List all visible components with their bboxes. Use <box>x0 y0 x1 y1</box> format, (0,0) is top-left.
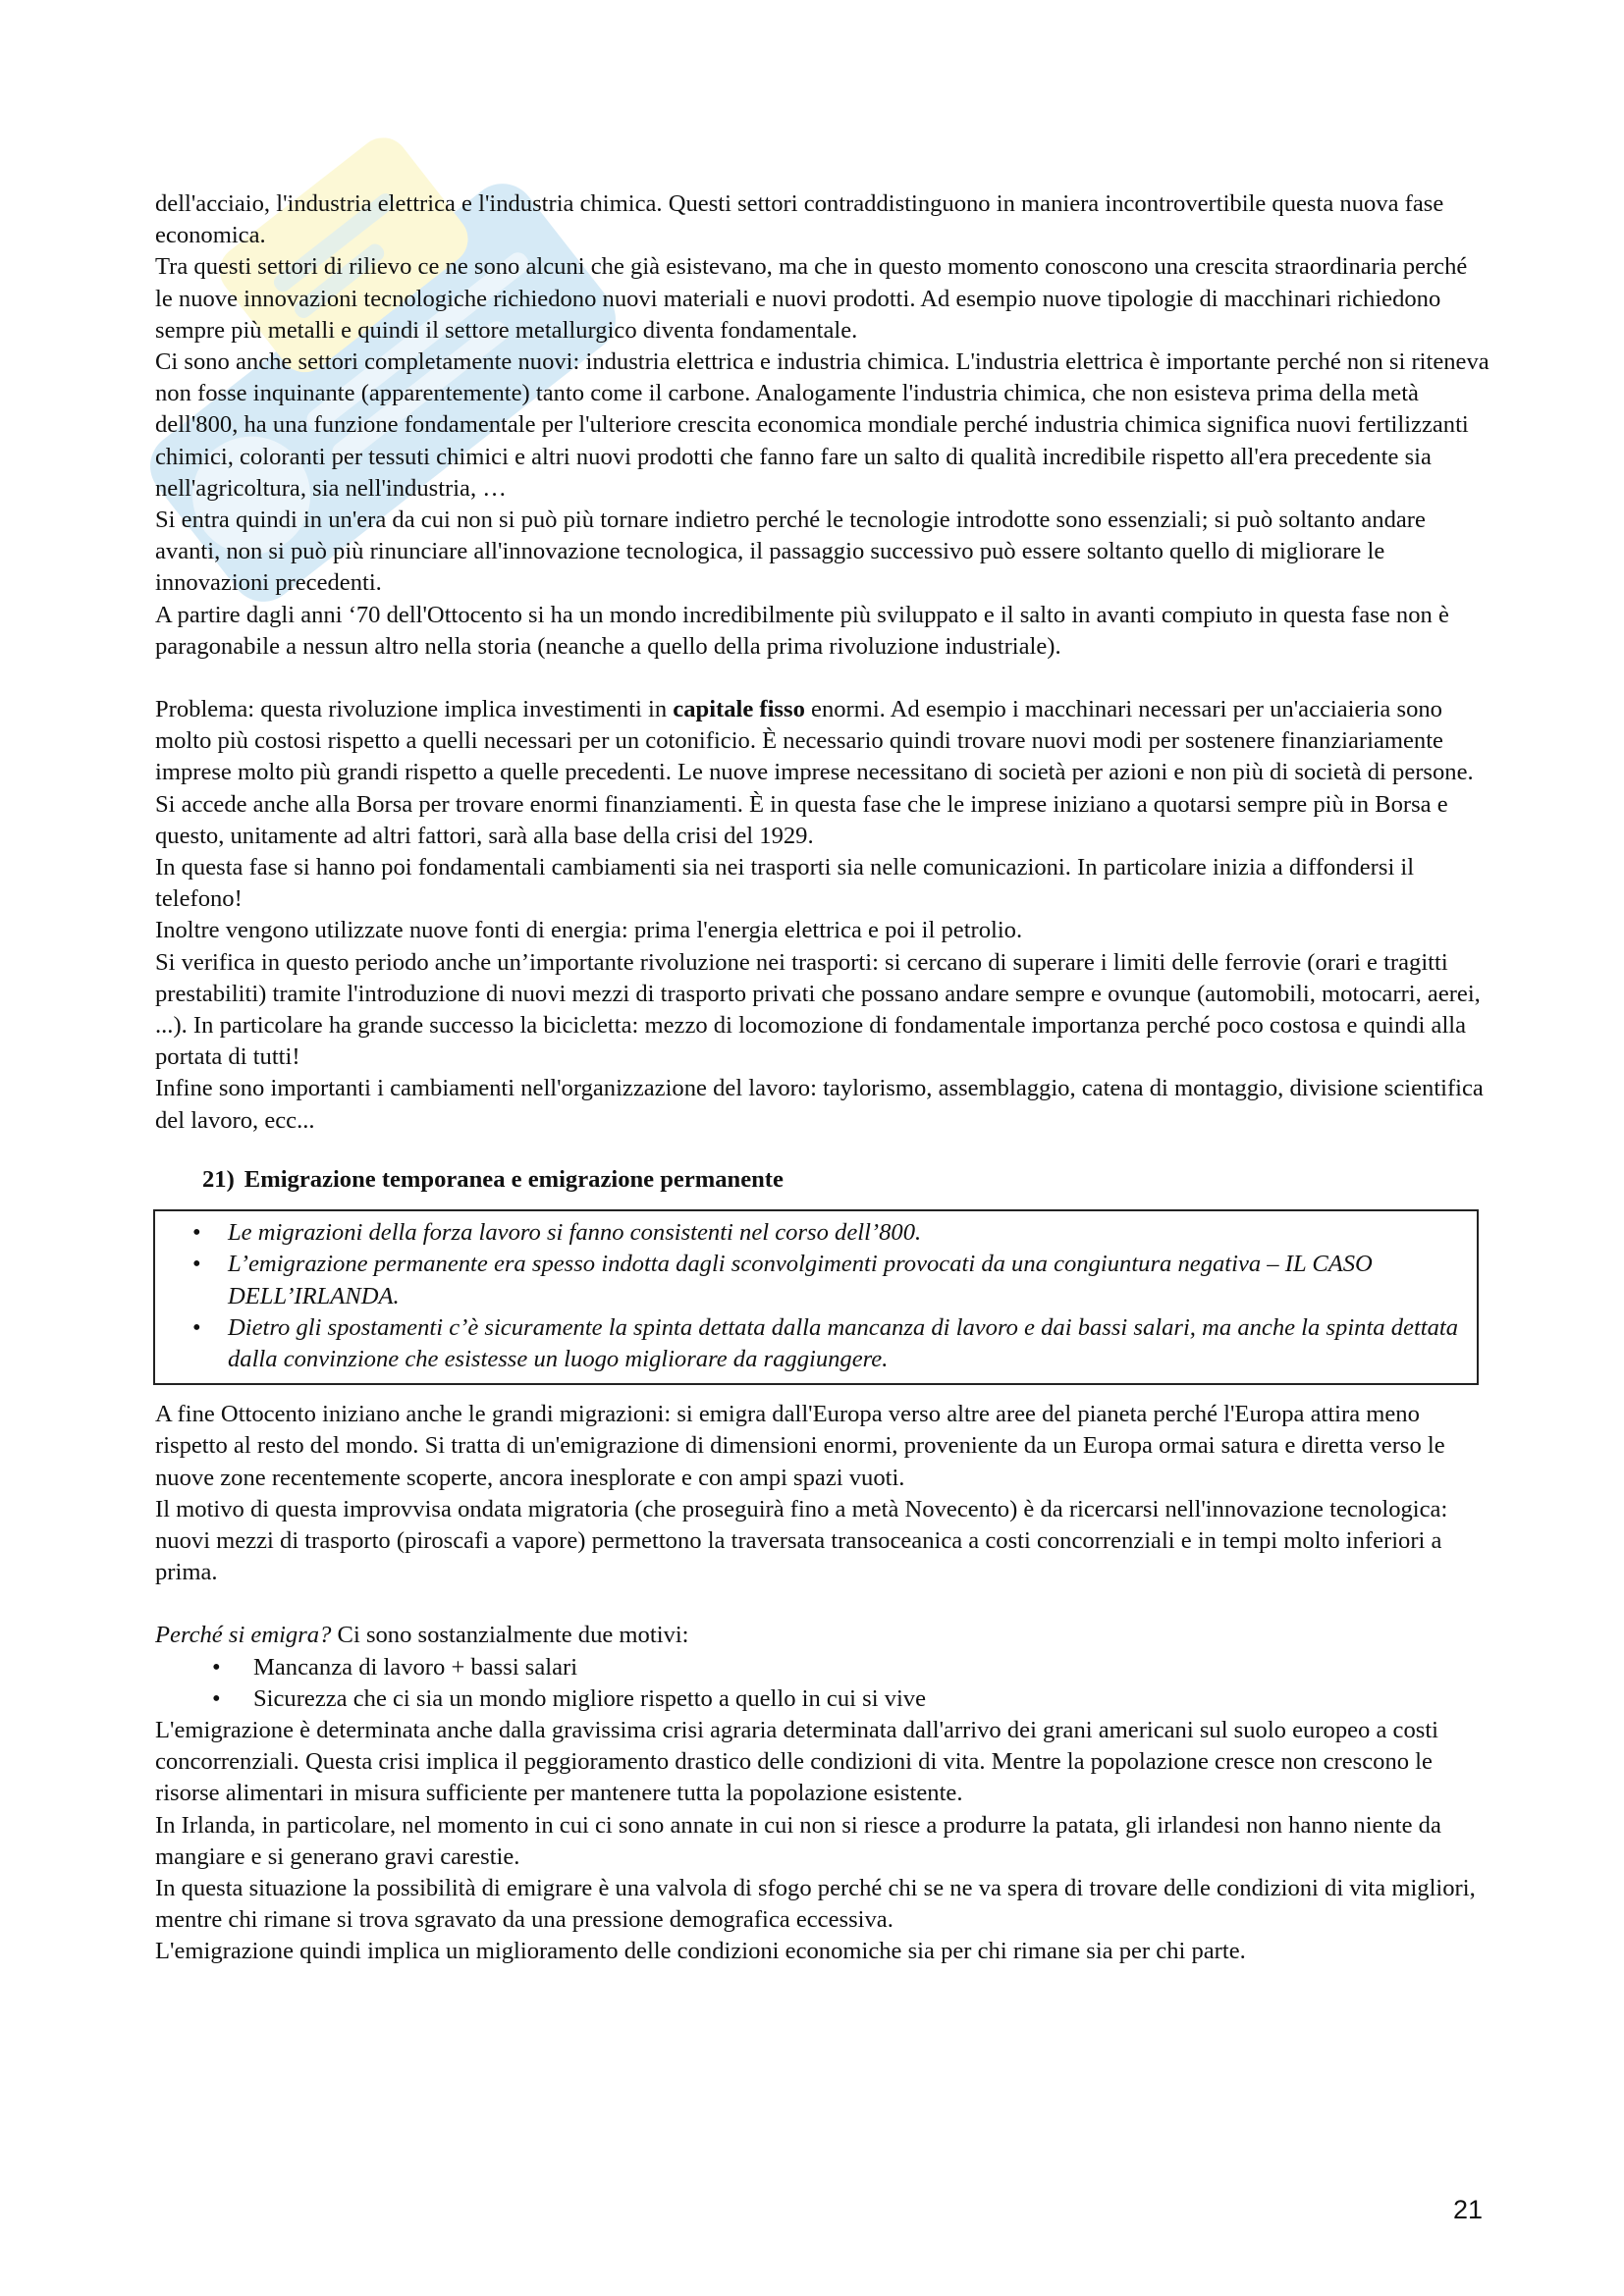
paragraph: A partire dagli anni ‘70 dell'Ottocento si ha un mondo incredibilmente più sviluppato e il salto in avanti compiuto in questa fase non è paragonabile a nessun altro nella storia (neanche a quello della prima rivoluzione industriale). <box>155 601 1449 660</box>
reason-item <box>155 1683 1490 1715</box>
problem-text-end: enormi. Ad esempio i macchinari necessari per un'acciaieria sono molto più costosi rispetto a quelli necessari per un cotonificio. È necessario quindi trovare nuovi modi per sostenere finanziariamente imprese molto più grandi rispetto a quelle precedenti. Le nuove imprese necessitano di società per azioni e non più di società di persone. <box>155 696 1474 786</box>
bullet-icon: • <box>212 1653 221 1681</box>
paragraph: dell'acciaio, l'industria elettrica e l'industria chimica. Questi settori contraddistinguono in maniera incontrovertibile questa nuova fase economica. <box>155 190 1444 249</box>
bullet-icon: • <box>192 1313 201 1341</box>
problem-text-start: Problema: questa rivoluzione implica investimenti in <box>155 696 674 723</box>
paragraph: In Irlanda, in particolare, nel momento in cui ci sono annate in cui non si riesce a produrre la patata, gli irlandesi non hanno niente da mangiare e si generano gravi carestie. <box>155 1811 1441 1870</box>
document-body <box>155 188 1490 1968</box>
spacer <box>155 663 1490 694</box>
paragraph: Infine sono importanti i cambiamenti nell'organizzazione del lavoro: taylorismo, assemblaggio, catena di montaggio, divisione scientifica del lavoro, ecc... <box>155 1075 1484 1134</box>
paragraph: In questa situazione la possibilità di emigrare è una valvola di sfogo perché chi se ne va spera di trovare delle condizioni di vita migliori, mentre chi rimane si trova sgravato da una pressione demografica eccessiva. <box>155 1874 1476 1934</box>
problem-paragraph <box>155 694 1490 789</box>
paragraph: L'emigrazione è determinata anche dalla gravissima crisi agraria determinata dall'arrivo dei grani americani sul suolo europeo a costi concorrenziali. Questa crisi implica il peggioramento drastico delle condizioni di vita. Mentre la popolazione cresce non crescono le risorse alimentari in misura sufficiente per mantenere tutta la popolazione esistente. <box>155 1716 1438 1807</box>
summary-item-text: L’emigrazione permanente era spesso indotta dagli sconvolgimenti provocati da una congiuntura negativa – IL CASO DELL’IRLANDA. <box>228 1251 1373 1309</box>
why-question: Perché si emigra? <box>155 1622 332 1649</box>
summary-item <box>171 1217 1461 1249</box>
reason-item <box>155 1652 1490 1683</box>
reasons-list <box>155 1652 1490 1715</box>
section-title: Emigrazione temporanea e emigrazione permanente <box>244 1165 784 1193</box>
reason-text: Sicurezza che ci sia un mondo migliore rispetto a quello in cui si vive <box>253 1684 927 1712</box>
summary-item-text: Dietro gli spostamenti c’è sicuramente la spinta dettata dalla mancanza di lavoro e dai bassi salari, ma anche la spinta dettata dalla convinzione che esistesse un luogo migliorare da raggiungere. <box>228 1313 1459 1372</box>
paragraph: Si entra quindi in un'era da cui non si può più tornare indietro perché le tecnologie introdotte sono essenziali; si può soltanto andare avanti, non si può più rinunciare all'innovazione tecnologica, il passaggio successivo può essere soltanto quello di migliorare le innovazioni precedenti. <box>155 507 1426 597</box>
spacer <box>155 1588 1490 1620</box>
summary-item <box>171 1312 1461 1375</box>
paragraph: Il motivo di questa improvvisa ondata migratoria (che proseguirà fino a metà Novecento) è da ricercarsi nell'innovazione tecnologica: nuovi mezzi di trasporto (piroscafi a vapore) permettono la traversata transoceanica a costi concorrenziali e in tempi molto inferiori a prima. <box>155 1495 1448 1586</box>
paragraph: L'emigrazione quindi implica un miglioramento delle condizioni economiche sia per chi rimane sia per chi parte. <box>155 1938 1246 1965</box>
paragraph: Inoltre vengono utilizzate nuove fonti di energia: prima l'energia elettrica e poi il petrolio. <box>155 917 1023 944</box>
paragraph: Ci sono anche settori completamente nuovi: industria elettrica e industria chimica. L'industria elettrica è importante perché non si riteneva non fosse inquinante (apparentemente) tanto come il carbone. Analogamente l'industria chimica, che non esisteva prima della metà dell'800, ha una funzione fondamentale per l'ulteriore crescita economica mondiale perché industria chimica significa nuovi fertilizzanti chimici, coloranti per tessuti chimici e altri nuovi prodotti che fanno fare un salto di qualità incredibile rispetto all'era precedente sia nell'agricoltura, sia nell'industria, … <box>155 348 1489 502</box>
bullet-icon: • <box>192 1219 201 1247</box>
reason-text: Mancanza di lavoro + bassi salari <box>253 1653 578 1681</box>
paragraph: Si accede anche alla Borsa per trovare enormi finanziamenti. È in questa fase che le imprese iniziano a quotarsi sempre più in Borsa e questo, unitamente ad altri fattori, sarà alla base della crisi del 1929. <box>155 790 1448 849</box>
bullet-icon: • <box>212 1684 221 1712</box>
capitale-fisso-term: capitale fisso <box>673 696 805 723</box>
paragraph: A fine Ottocento iniziano anche le grandi migrazioni: si emigra dall'Europa verso altre aree del pianeta perché l'Europa attira meno rispetto al resto del mondo. Si tratta di un'emigrazione di dimensioni enormi, proveniente da un Europa ormai satura e diretta verso le nuove zone recentemente scoperte, ancora inesplorate e con ampi spazi vuoti. <box>155 1401 1445 1491</box>
bullet-icon: • <box>192 1251 201 1278</box>
summary-item-text: Le migrazioni della forza lavoro si fanno consistenti nel corso dell’800. <box>228 1219 922 1247</box>
summary-box <box>153 1209 1479 1385</box>
summary-item <box>171 1249 1461 1311</box>
summary-list <box>171 1217 1461 1375</box>
section-number: 21) <box>202 1165 235 1193</box>
why-paragraph <box>155 1620 1490 1651</box>
page-number: 21 <box>1453 2195 1484 2224</box>
paragraph: Si verifica in questo periodo anche un’importante rivoluzione nei trasporti: si cercano di superare i limiti delle ferrovie (orari e tragitti prestabiliti) tramite l'introduzione di nuovi mezzi di trasporto privati che possano andare sempre e ovunque (automobili, motocarri, aerei, ...). In particolare ha grande successo la bicicletta: mezzo di locomozione di fondamentale importanza perché poco costosa e quindi alla portata di tutti! <box>155 948 1481 1071</box>
why-rest: Ci sono sostanzialmente due motivi: <box>331 1622 689 1649</box>
paragraph: In questa fase si hanno poi fondamentali cambiamenti sia nei trasporti sia nelle comunicazioni. In particolare inizia a diffondersi il telefono! <box>155 854 1415 913</box>
paragraph: Tra questi settori di rilievo ce ne sono alcuni che già esistevano, ma che in questo momento conoscono una crescita straordinaria perché le nuove innovazioni tecnologiche richiedono nuovi materiali e nuovi prodotti. Ad esempio nuove tipologie di macchinari richiedono sempre più metalli e quindi il settore metallurgico diventa fondamentale. <box>155 253 1468 344</box>
section-heading <box>202 1164 1490 1196</box>
